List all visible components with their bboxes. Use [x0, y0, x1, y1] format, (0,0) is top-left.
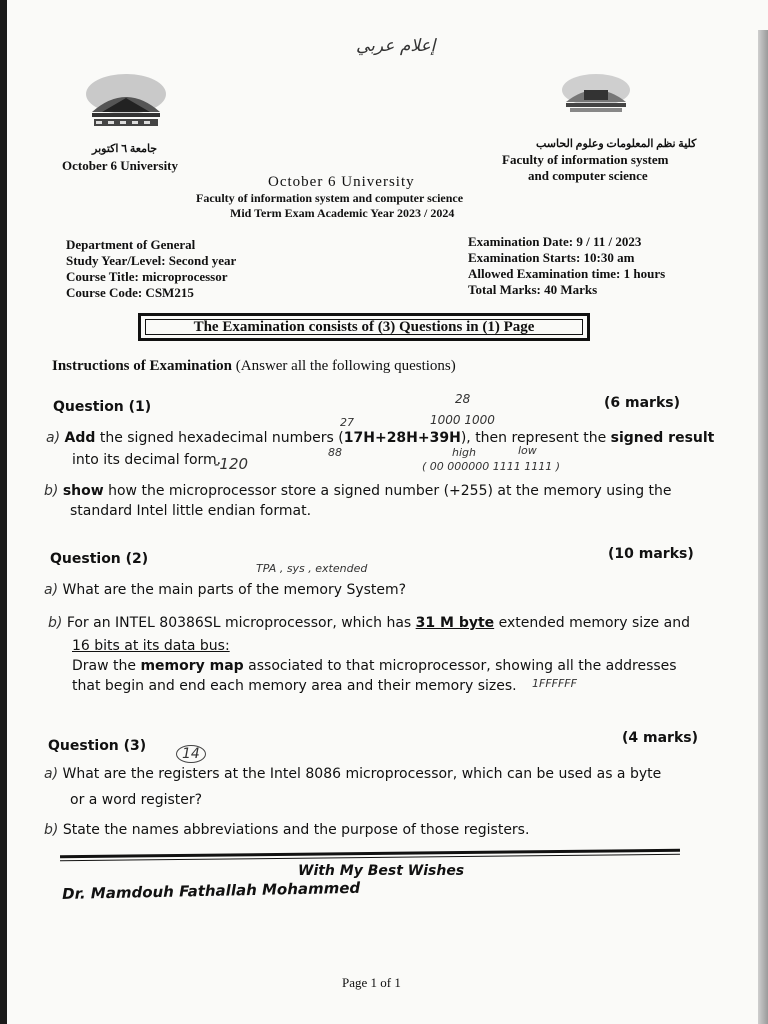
exam-title: Mid Term Exam Academic Year 2023 / 2024: [230, 206, 455, 220]
study-year: Study Year/Level: Second year: [66, 253, 237, 268]
q2-b-memory-map: memory map: [140, 658, 244, 674]
q3-title: Question (3): [48, 738, 147, 754]
best-wishes: With My Best Wishes: [298, 863, 465, 879]
q1-title: Question (1): [53, 399, 152, 415]
q3-marks: (4 marks): [622, 730, 698, 746]
q2-b-line3a: Draw the: [72, 658, 141, 674]
q3-b-label: b): [44, 822, 59, 838]
exam-summary-text: The Examination consists of (3) Questions in (1) Page: [145, 319, 583, 335]
q1-a-text2: ), then represent the: [460, 430, 611, 446]
q1-hand-27: 27: [340, 416, 354, 429]
page-edge-right: [758, 30, 768, 1024]
q3-a-line2: or a word register?: [70, 792, 203, 808]
course-code: Course Code: CSM215: [66, 285, 194, 300]
q1-a-text1: the signed hexadecimal numbers (: [95, 430, 344, 446]
q1-a-line2: into its decimal form.: [72, 452, 222, 468]
q1-a-label: a): [46, 430, 61, 446]
q2-b-line3: [72, 658, 677, 674]
allowed-time: Allowed Examination time: 1 hours: [468, 266, 666, 281]
exam-date: Examination Date: 9 / 11 / 2023: [468, 234, 642, 249]
q2-b-line3c: associated to that microprocessor, showing all the addresses: [243, 658, 677, 674]
right-arabic-name: كلية نظم المعلومات وعلوم الحاسب: [536, 138, 697, 150]
q3-b-text: State the names abbreviations and the purpose of those registers.: [62, 822, 530, 838]
q1-marks: (6 marks): [604, 395, 680, 411]
q1-a-numbers: 17H+28H+39H: [343, 430, 461, 446]
q1-hand-28: 28: [455, 392, 471, 406]
q1-hand-bits: 1000 1000: [430, 413, 495, 427]
q3-part-b: [44, 822, 529, 838]
q2-b-text1: For an INTEL 80386SL microprocessor, which has: [66, 615, 416, 631]
university-logo-left: [84, 72, 168, 134]
q2-marks: (10 marks): [608, 546, 694, 562]
q1-part-a: [46, 430, 714, 446]
q2-b-label: b): [48, 615, 63, 631]
q1-hand-88: 88: [328, 446, 342, 459]
q1-b-label: b): [44, 483, 59, 499]
total-marks: Total Marks: 40 Marks: [468, 282, 598, 297]
page-edge-shadow: [0, 0, 7, 1024]
q1-b-bold-show: show: [62, 483, 104, 499]
left-arabic-name: جامعة ٦ اكتوبر: [92, 143, 158, 155]
q2-part-b: [48, 615, 690, 631]
right-faculty-line2: and computer science: [528, 168, 648, 183]
instructions-label: Instructions of Examination: [52, 358, 233, 374]
q1-hand-high: high: [452, 446, 476, 459]
q3-a-line1: What are the registers at the Intel 8086 microprocessor, which can be used as a byte: [62, 766, 662, 782]
q2-b-text2: extended memory size and: [494, 615, 690, 631]
q2-a-label: a): [44, 582, 59, 598]
instructions-text: (Answer all the following questions): [235, 358, 456, 374]
q1-hand-result: -120: [214, 455, 249, 473]
q1-hand-bytes: ( 00 000000 1111 1111 ): [422, 460, 561, 473]
author-name: Dr. Mamdouh Fathallah Mohammed: [62, 878, 361, 903]
q2-hand-note: TPA , sys , extended: [256, 562, 368, 575]
q1-hand-low: low: [518, 444, 537, 457]
q1-b-text1: how the microprocessor store a signed number (+255) at the memory using the: [103, 483, 672, 499]
q3-a-label: a): [44, 766, 59, 782]
center-faculty-title: Faculty of information system and computer science: [196, 191, 464, 205]
q1-a-bold-add: Add: [64, 430, 96, 446]
course-title: Course Title: microprocessor: [66, 269, 228, 284]
handwritten-top-note: إعلام عربي: [356, 36, 436, 56]
q2-b-line2: 16 bits at its data bus:: [72, 638, 230, 654]
q3-part-a: [44, 766, 661, 782]
faculty-logo-right: [560, 72, 632, 114]
q2-hand-addr: 1FFFFFF: [532, 677, 577, 690]
right-faculty-line1: Faculty of information system: [502, 152, 669, 167]
instructions: [52, 358, 456, 375]
q2-part-a: [44, 582, 406, 598]
q1-a-signed-result: signed result: [610, 430, 715, 446]
left-university-name: October 6 University: [62, 158, 179, 173]
q2-b-line4: that begin and end each memory area and their memory sizes.: [72, 678, 517, 694]
q2-b-memory-size: 31 M byte: [415, 615, 495, 631]
q1-b-line2: standard Intel little endian format.: [70, 503, 312, 519]
center-university-title: October 6 University: [268, 174, 415, 190]
page-number: Page 1 of 1: [342, 975, 401, 990]
q2-title: Question (2): [50, 551, 149, 567]
exam-start: Examination Starts: 10:30 am: [468, 250, 635, 265]
q2-a-text: What are the main parts of the memory System?: [62, 582, 407, 598]
q3-hand-note: 14: [176, 745, 206, 763]
exam-summary-box: [138, 313, 590, 341]
q1-part-b: [44, 483, 672, 499]
department: Department of General: [66, 237, 196, 252]
